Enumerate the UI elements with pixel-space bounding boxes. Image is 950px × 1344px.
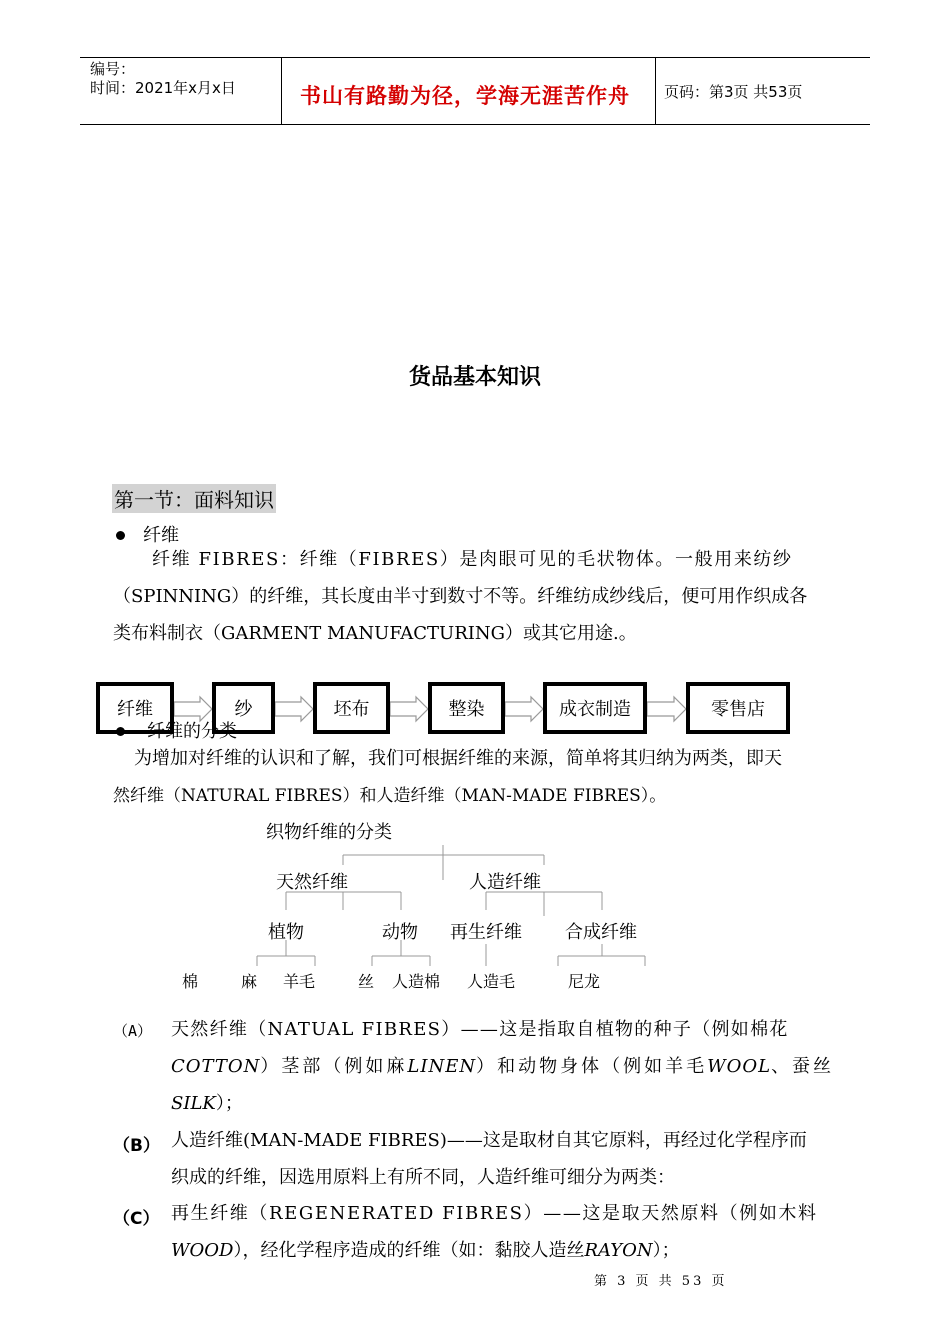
section-title: 第一节：面料知识 [112,484,276,513]
document-title: 货品基本知识 [408,364,541,390]
text-run: ）； [215,1093,243,1114]
flow-arrow-icon [505,697,543,721]
flow-step-dyeing [428,682,505,734]
list-item-a-line: 天然纤维（NATUAL FIBRES）——这是指取自植物的种子（例如棉花 [171,1019,789,1040]
tree-leaf-wool: 羊毛 [283,972,316,991]
tree-leaf-silk: 丝 [358,972,375,991]
page-footer: 第 3 页 共 53 页 [594,1274,728,1289]
tree-leaf-nylon: 尼龙 [568,972,601,991]
tree-node-manmade: 人造纤维 [469,872,541,893]
paragraph-line: 为增加对纤维的认识和了解，我们可根据纤维的来源，简单将其归纳为两类，即天 [134,748,782,769]
header-top-rule [80,57,870,58]
flow-step-label: 整染 [448,699,485,720]
paragraph-line [113,777,666,815]
header-divider-left [281,57,282,125]
bullet-heading-fibre: 纤维 [143,525,179,546]
flow-step-label: 纤维 [117,699,153,720]
english-term: LINEN [407,1056,477,1077]
flow-arrow-icon [275,697,313,721]
paragraph-text: 然纤维（NATURAL FIBRES）和人造纤维（MAN-MADE FIBRES）。 [113,786,667,806]
list-item-c-line [171,1232,680,1269]
paragraph-line: 纤维 FIBRES：纤维（FIBRES）是肉眼可见的毛状物体。一般用来纺纱 [152,549,793,570]
english-term: COTTON [171,1056,261,1077]
tree-leaf-rayon-cotton: 人造棉 [392,972,441,991]
list-item-c-line: 再生纤维（REGENERATED FIBRES）——这是取天然原料（例如木料 [171,1203,818,1224]
list-item-a-line [171,1085,243,1122]
tree-leaf-rayon-wool: 人造毛 [467,972,516,991]
flow-step-label: 成衣制造 [559,699,631,720]
list-marker: （C） [113,1209,160,1229]
flow-step-greige [313,682,390,734]
flow-step-label: 零售店 [711,699,765,720]
classification-tree-lines [0,840,950,980]
header-number-label: 编号： [90,60,136,78]
list-item-b-line: 人造纤维(MAN-MADE FIBRES)——这是取材自其它原料，再经过化学程序而 [171,1130,807,1151]
text-run: 、蚕丝 [771,1056,835,1077]
tree-node-plant: 植物 [268,922,304,943]
paragraph-line: 类布料制衣（GARMENT MANUFACTURING）或其它用途.。 [113,623,637,644]
flow-arrow-icon [390,697,428,721]
english-term: WOOD [171,1240,234,1261]
text-run: ）茎部（例如麻 [260,1056,408,1077]
list-item-a-line [171,1048,834,1085]
tree-leaf-cotton: 棉 [182,972,199,991]
flow-step-garment [543,682,647,734]
text-run: ）； [652,1240,680,1261]
bullet-dot [116,531,125,540]
flow-step-label: 纱 [234,699,253,720]
text-run: ），经化学程序造成的纤维（如：黏胶人造丝 [233,1240,585,1261]
header-bottom-rule [80,124,870,125]
paragraph-line: （SPINNING）的纤维，其长度由半寸到数寸不等。纤维纺成纱线后，便可用作织成各 [113,586,808,607]
tree-leaf-linen: 麻 [241,972,258,991]
header-motto: 书山有路勤为径，学海无涯苦作舟 [300,84,630,108]
tree-node-animal: 动物 [382,922,418,943]
english-term: SILK [171,1093,216,1114]
list-marker: （B） [113,1136,160,1156]
flow-step-label: 坯布 [333,699,370,720]
tree-root-label: 织物纤维的分类 [266,822,392,843]
english-term: WOOL [707,1056,772,1077]
header-page-label: 页码：第3页 共53页 [664,83,803,101]
bullet-dot [116,727,125,736]
tree-node-natural: 天然纤维 [276,872,348,893]
header-time-label: 时间：2021年x月x日 [90,79,236,97]
english-term: RAYON [584,1240,653,1261]
text-run: ）和动物身体（例如羊毛 [476,1056,708,1077]
list-item-b-line: 织成的纤维，因选用原料上有所不同，人造纤维可细分为两类： [171,1167,675,1188]
flow-step-retail [686,682,790,734]
tree-node-synthetic: 合成纤维 [565,922,637,943]
bullet-heading-classification: 纤维的分类 [147,721,237,742]
tree-node-regenerated: 再生纤维 [450,922,522,943]
list-marker: （A） [113,1022,153,1040]
header-divider-right [655,57,656,125]
flow-arrow-icon [647,697,686,721]
